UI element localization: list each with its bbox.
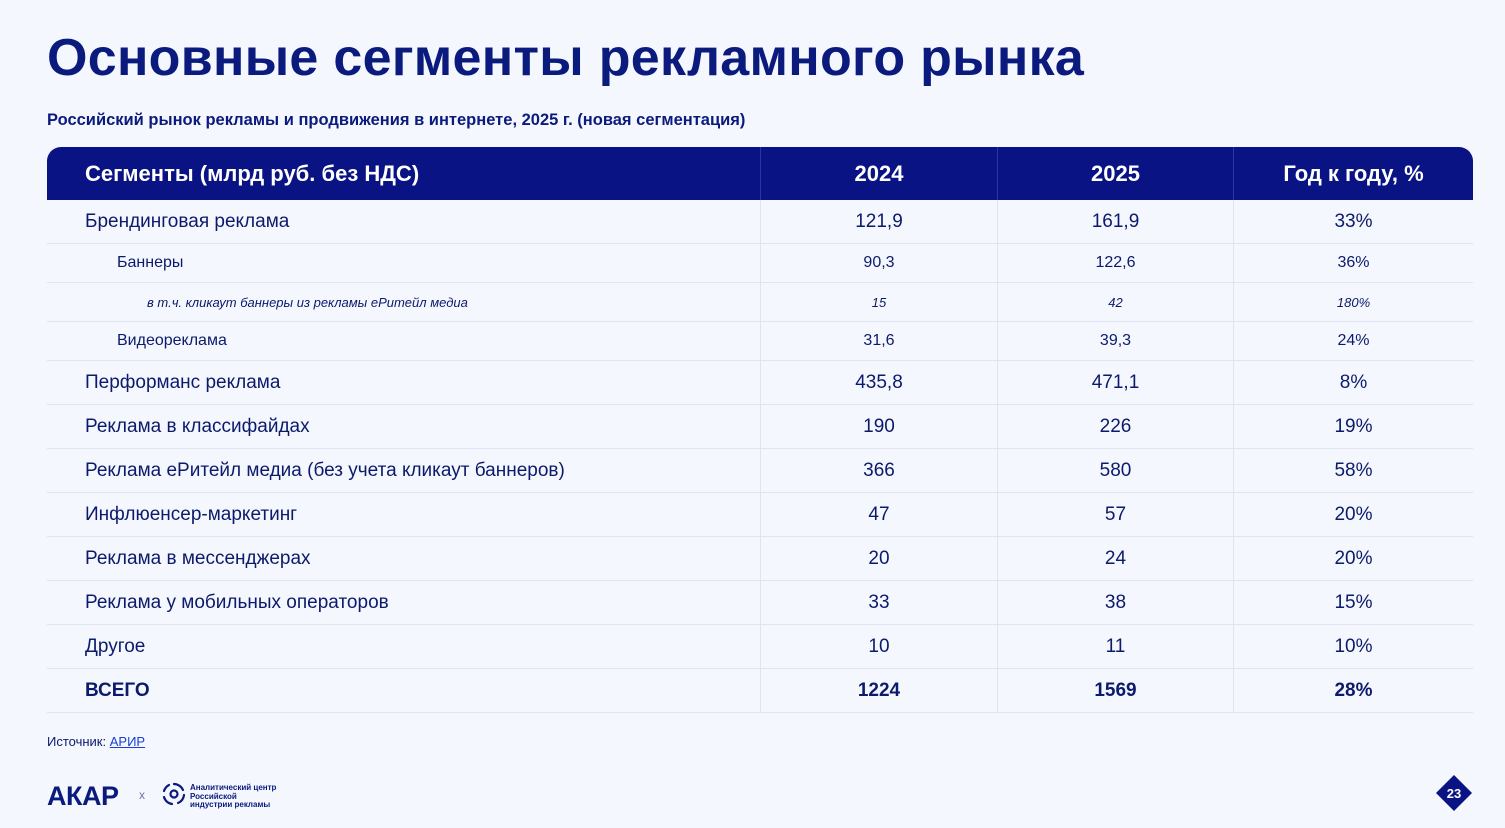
row-value-2025: 42 (997, 283, 1233, 321)
page-number-badge (1435, 774, 1473, 812)
table-row (47, 405, 1473, 449)
row-value-yoy: 58% (1233, 449, 1473, 492)
row-value-yoy: 20% (1233, 493, 1473, 536)
row-value-2025: 24 (997, 537, 1233, 580)
table-row (47, 322, 1473, 361)
row-label: Брендинговая реклама (85, 210, 290, 232)
analytics-center-logo-text: Аналитический центр Российской индустрии рекламы (190, 783, 277, 809)
row-value-2025: 11 (997, 625, 1233, 668)
row-value-yoy: 28% (1233, 669, 1473, 712)
akar-logo: АКАР (47, 781, 119, 811)
table-row (47, 361, 1473, 405)
table-row-total (47, 669, 1473, 713)
row-value-2025: 161,9 (997, 200, 1233, 243)
row-value-2025: 57 (997, 493, 1233, 536)
row-value-2024: 20 (760, 537, 997, 580)
table-row (47, 449, 1473, 493)
table-row (47, 537, 1473, 581)
row-value-2024: 121,9 (760, 200, 997, 243)
row-value-2025: 122,6 (997, 244, 1233, 282)
row-label: Реклама у мобильных операторов (85, 591, 389, 613)
row-value-yoy: 8% (1233, 361, 1473, 404)
row-label: Другое (85, 635, 146, 657)
row-label: Баннеры (117, 254, 184, 271)
header-2024: 2024 (760, 147, 997, 200)
row-value-2024: 10 (760, 625, 997, 668)
row-value-2024: 33 (760, 581, 997, 624)
table-row (47, 625, 1473, 669)
segments-table (47, 147, 1473, 713)
table-row (47, 581, 1473, 625)
source-prefix: Источник: (47, 734, 110, 749)
row-label: Реклама в классифайдах (85, 415, 310, 437)
page-number: 23 (1446, 785, 1462, 801)
row-label: Инфлюенсер-маркетинг (85, 503, 298, 525)
row-value-2024: 90,3 (760, 244, 997, 282)
table-header (47, 147, 1473, 200)
row-label: в т.ч. кликаут баннеры из рекламы еРитейл медиа (147, 294, 468, 310)
table-row (47, 244, 1473, 283)
row-value-2025: 38 (997, 581, 1233, 624)
row-label: Реклама еРитейл медиа (без учета кликаут баннеров) (85, 459, 565, 481)
row-value-2024: 366 (760, 449, 997, 492)
table-row (47, 200, 1473, 244)
row-value-2024: 190 (760, 405, 997, 448)
row-label: Реклама в мессенджерах (85, 547, 311, 569)
row-value-2025: 471,1 (997, 361, 1233, 404)
row-value-2024: 435,8 (760, 361, 997, 404)
row-value-2024: 47 (760, 493, 997, 536)
logo-separator: x (139, 788, 145, 802)
row-value-2024: 1224 (760, 669, 997, 712)
page-title: Основные сегменты рекламного рынка (47, 29, 1085, 87)
header-yoy: Год к году, % (1233, 147, 1473, 200)
row-label: ВСЕГО (85, 679, 150, 701)
table-row (47, 283, 1473, 322)
row-value-yoy: 10% (1233, 625, 1473, 668)
row-label: Перформанс реклама (85, 371, 281, 393)
row-value-yoy: 15% (1233, 581, 1473, 624)
row-value-yoy: 19% (1233, 405, 1473, 448)
row-value-yoy: 24% (1233, 322, 1473, 360)
row-value-2025: 39,3 (997, 322, 1233, 360)
header-segments: Сегменты (млрд руб. без НДС) (85, 160, 420, 186)
source-link[interactable]: АРИР (109, 734, 146, 749)
table-row (47, 493, 1473, 537)
row-value-yoy: 33% (1233, 200, 1473, 243)
row-value-yoy: 36% (1233, 244, 1473, 282)
header-2025: 2025 (997, 147, 1233, 200)
row-value-2024: 31,6 (760, 322, 997, 360)
row-label: Видеореклама (117, 332, 227, 349)
row-value-yoy: 180% (1233, 283, 1473, 321)
source-note (47, 734, 145, 749)
row-value-2025: 580 (997, 449, 1233, 492)
row-value-2024: 15 (760, 283, 997, 321)
row-value-2025: 1569 (997, 669, 1233, 712)
page-subtitle: Российский рынок рекламы и продвижения в интернете, 2025 г. (новая сегментация) (47, 111, 746, 129)
row-value-yoy: 20% (1233, 537, 1473, 580)
analytics-center-logo-icon (161, 781, 187, 807)
row-value-2025: 226 (997, 405, 1233, 448)
